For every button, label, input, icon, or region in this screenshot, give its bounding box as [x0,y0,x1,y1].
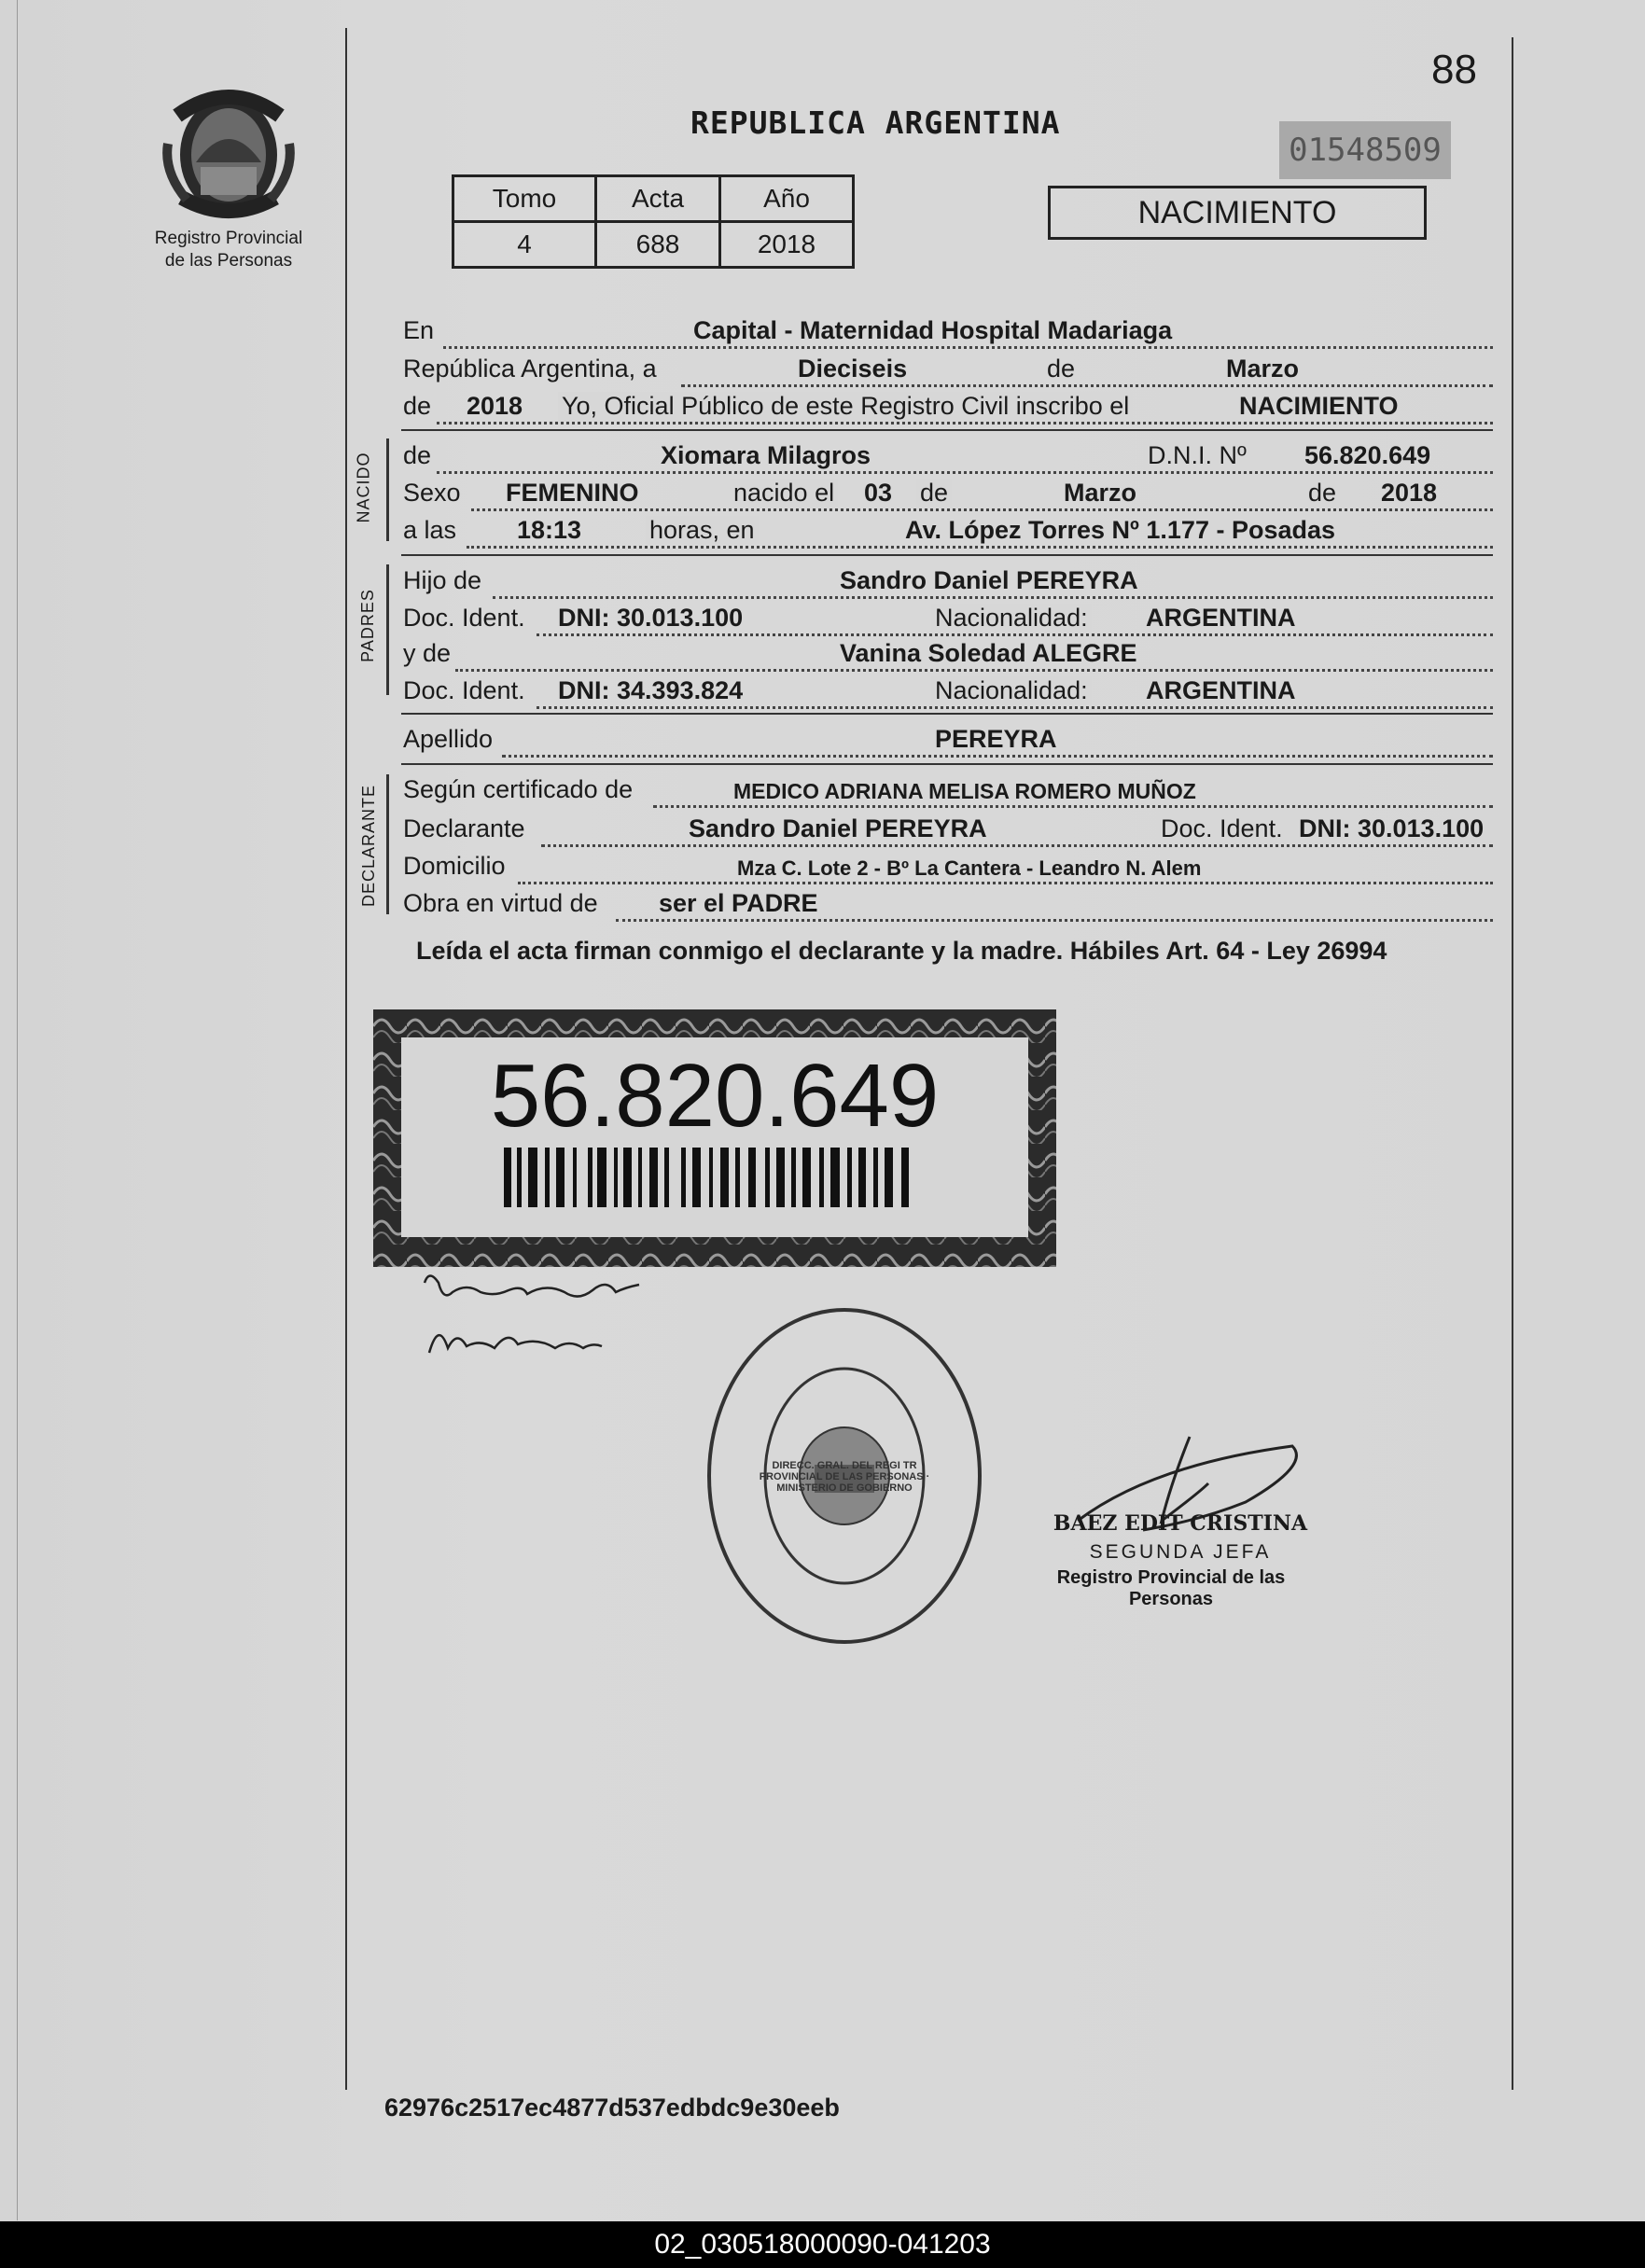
row-padre [401,560,1493,599]
seal-text: DIRECC. GRAL. DEL REGI TR PROVINCIAL DE LAS PERSONAS · MINISTERIO DE GOBIERNO [759,1460,930,1494]
separator-3 [401,713,1493,715]
record-value-anio: 2018 [720,222,854,268]
row-sexo-nacimiento [401,472,1493,511]
label-hijo: Hijo de [403,566,482,594]
label-de-anio: de [403,392,432,420]
label-padre-doc: Doc. Ident. [403,604,525,632]
value-hora: 18:13 [517,516,582,544]
label-declarante: Declarante [403,814,525,842]
label-madre-doc: Doc. Ident. [403,676,525,704]
record-header-acta: Acta [596,176,720,222]
label-sexo: Sexo [403,479,461,507]
row-oficial [401,385,1493,424]
official-name: BAEZ EDIT CRISTINA [1053,1511,1308,1536]
label-segun: Según certificado de [403,775,634,803]
closing-text: Leída el acta firman conmigo el declarante y la madre. Hábiles Art. 64 - Ley 26994 [416,937,1387,965]
value-nac-anio: 2018 [1381,479,1438,507]
row-padre-doc [401,597,1493,636]
value-declarante: Sandro Daniel PEREYRA [689,814,987,842]
label-yde: y de [403,639,452,667]
row-fecha-inscripcion [401,348,1493,387]
row-obra [401,883,1493,922]
record-value-acta: 688 [596,222,720,268]
value-madre: Vanina Soledad ALEGRE [840,639,1137,667]
label-de-nac-mes: de [916,479,952,508]
dni-sticker [373,1009,1056,1267]
value-declarante-doc: DNI: 30.013.100 [1299,814,1485,842]
value-nac-mes: Marzo [1064,479,1137,507]
label-de-nac-anio: de [1304,479,1340,508]
value-virtud: ser el PADRE [659,889,818,917]
value-certificado: MEDICO ADRIANA MELISA ROMERO MUÑOZ [733,779,1196,803]
row-madre-doc [401,670,1493,709]
value-domicilio-nac: Av. López Torres Nº 1.177 - Posadas [905,516,1336,544]
page-edge-line [17,0,18,2220]
value-madre-doc: DNI: 34.393.824 [558,676,744,704]
page-number: 88 [1431,47,1477,92]
value-padre-nac: ARGENTINA [1146,604,1296,632]
row-nombre [401,435,1493,474]
value-inscripcion: NACIMIENTO [1239,392,1399,420]
official-office: Registro Provincial de las Personas [1056,1567,1286,1609]
document-hash: 62976c2517ec4877d537edbdc9e30eeb [384,2094,840,2122]
official-signature-block [1012,1427,1330,1614]
label-horas: horas, en [646,516,759,545]
row-hora-lugar [401,509,1493,549]
footer-id-bar: 02_030518000090-041203 [0,2221,1645,2268]
official-role: SEGUNDA JEFA [1089,1541,1272,1563]
row-domicilio [401,845,1493,884]
section-bar-nacido [386,438,389,541]
separator-4 [401,763,1493,765]
document-title: REPUBLICA ARGENTINA [690,104,1061,141]
label-de-nombre: de [403,441,432,469]
value-mes: Marzo [1226,355,1300,383]
registry-name-line1: Registro Provincial [154,229,303,248]
label-madre-nacionalidad: Nacionalidad: [931,676,1092,705]
registry-name-line2: de las Personas [164,251,293,271]
record-table [452,174,855,269]
row-apellido [401,718,1493,758]
value-domicilio: Mza C. Lote 2 - Bº La Cantera - Leandro N. Alem [737,856,1202,880]
handwritten-signatures [415,1264,695,1385]
record-table-header-row [453,176,854,222]
record-header-anio: Año [720,176,854,222]
label-dni: D.N.I. Nº [1144,441,1250,470]
section-label-padres: PADRES [357,589,377,662]
label-en: En [403,316,435,344]
label-domicilio: Domicilio [403,852,506,880]
value-nombre: Xiomara Milagros [661,441,871,469]
record-type-box: NACIMIENTO [1048,186,1427,240]
left-margin-line [345,28,347,2090]
record-table-value-row [453,222,854,268]
registry-name [131,228,327,272]
value-madre-nac: ARGENTINA [1146,676,1296,704]
section-label-declarante: DECLARANTE [359,784,379,908]
label-republica: República Argentina, a [403,355,657,383]
label-apellido: Apellido [403,725,494,753]
value-apellido: PEREYRA [935,725,1057,753]
section-bar-declarante [386,774,389,914]
value-sexo: FEMENINO [506,479,639,507]
row-declarante [401,808,1493,847]
value-lugar: Capital - Maternidad Hospital Madariaga [693,316,1173,344]
section-label-nacido: NACIDO [354,452,373,523]
row-madre [401,633,1493,672]
separator-2 [401,554,1493,556]
label-nacido: nacido el [730,479,838,508]
label-declarante-doc: Doc. Ident. [1157,814,1287,843]
right-margin-line [1512,37,1513,2090]
value-dni: 56.820.649 [1304,441,1431,469]
label-oficial: Yo, Oficial Público de este Registro Civil inscribo el [558,392,1133,421]
row-certificado [401,769,1493,808]
official-seal [704,1306,984,1647]
label-padre-nacionalidad: Nacionalidad: [931,604,1092,633]
label-alas: a las [403,516,457,544]
value-padre-doc: DNI: 30.013.100 [558,604,744,632]
separator-1 [401,429,1493,431]
label-obra: Obra en virtud de [403,889,598,917]
section-bar-padres [386,564,389,695]
dni-sticker-number: 56.820.649 [490,1046,940,1146]
misiones-coat-of-arms-logo [159,78,299,224]
row-lugar [401,310,1493,349]
label-de: de [1047,355,1076,383]
record-value-tomo: 4 [453,222,596,268]
value-anio: 2018 [467,392,523,420]
value-nac-dia: 03 [864,479,893,507]
value-dia: Dieciseis [798,355,908,383]
record-header-tomo: Tomo [453,176,596,222]
value-padre: Sandro Daniel PEREYRA [840,566,1138,594]
serial-number-stamp: 01548509 [1279,121,1451,179]
